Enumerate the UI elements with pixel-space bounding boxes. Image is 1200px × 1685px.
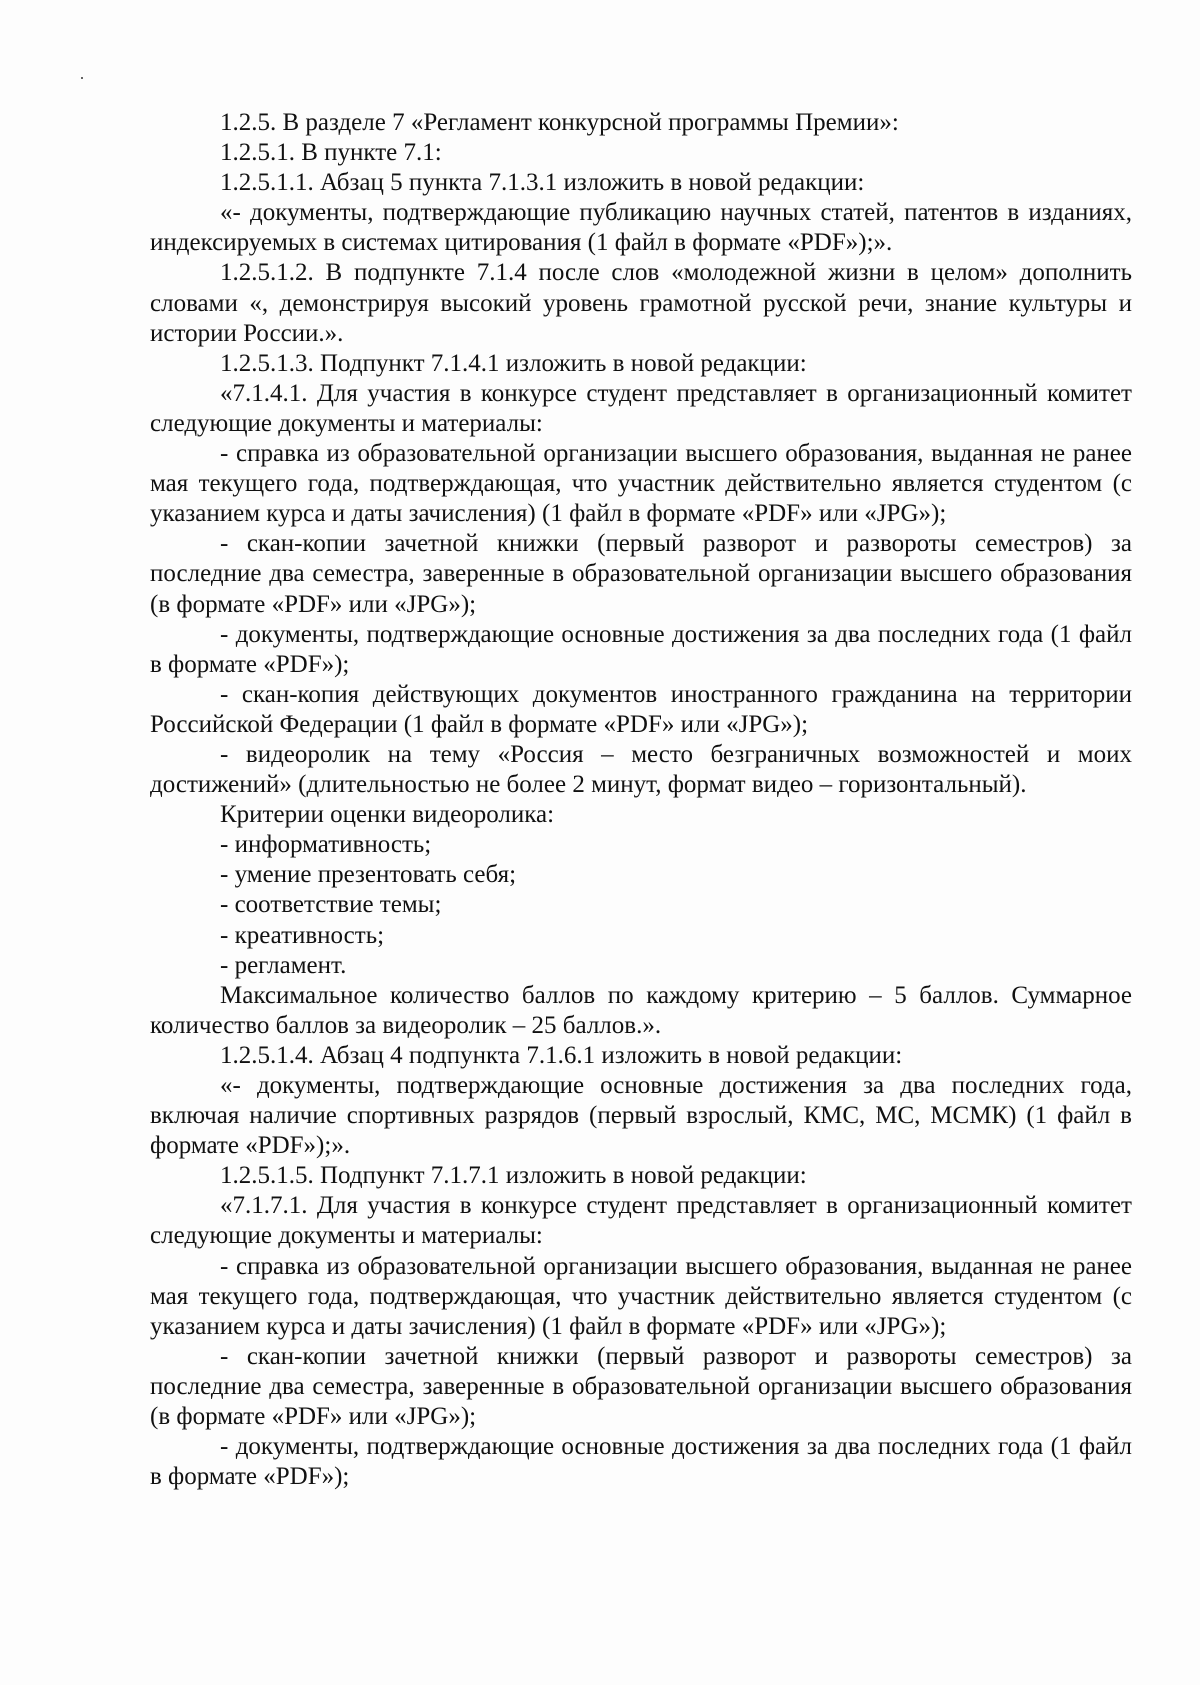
paragraph-quote-publications: «- документы, подтверждающие публикацию научных статей, патентов в изданиях, индексируемых в системах цитирования (1 файл в формате «PDF»);».: [150, 199, 1132, 257]
paragraph-max-points: Максимальное количество баллов по каждому критерию – 5 баллов. Суммарное количество баллов за видеоролик – 25 баллов.».: [150, 981, 1132, 1039]
document-body: [150, 108, 1132, 1492]
paragraph-1-2-5-1: 1.2.5.1. В пункте 7.1:: [220, 139, 442, 167]
paragraph-1-2-5-1-5: 1.2.5.1.5. Подпункт 7.1.7.1 изложить в новой редакции:: [220, 1162, 807, 1190]
criteria-item: - креативность;: [220, 921, 385, 949]
list-item-certificate-2: - справка из образовательной организации высшего образования, выданная не ранее мая текущего года, подтверждающая, что участник действительно является студентом (с указанием курса и даты зачисления) (1 файл в формате «PDF» или «JPG»);: [150, 1252, 1132, 1340]
criteria-item: - умение презентовать себя;: [220, 861, 517, 889]
paragraph-1-2-5-1-3: 1.2.5.1.3. Подпункт 7.1.4.1 изложить в новой редакции:: [220, 349, 807, 377]
criteria-heading: Критерии оценки видеоролика:: [220, 801, 555, 829]
criteria-item: - информативность;: [220, 831, 432, 859]
list-item-video: - видеоролик на тему «Россия – место безграничных возможностей и моих достижений» (длительностью не более 2 минут, формат видео – горизонтальный).: [150, 740, 1132, 799]
paragraph-1-2-5-1-2: 1.2.5.1.2. В подпункте 7.1.4 после слов «молодежной жизни в целом» дополнить словами «, демонстрируя высокий уровень грамотной русской речи, знание культуры и истории России.».: [150, 259, 1132, 347]
paragraph-7-1-7-1: «7.1.7.1. Для участия в конкурсе студент представляет в организационный комитет следующие документы и материалы:: [150, 1192, 1132, 1250]
paragraph-1-2-5-1-1: 1.2.5.1.1. Абзац 5 пункта 7.1.3.1 изложить в новой редакции:: [220, 169, 865, 197]
paragraph-quote-sport-achievements: «- документы, подтверждающие основные достижения за два последних года, включая наличие спортивных разрядов (первый взрослый, КМС, МС, МСМК) (1 файл в формате «PDF»);».: [150, 1072, 1132, 1160]
scan-speck: [81, 77, 83, 79]
criteria-item: - регламент.: [220, 951, 347, 979]
paragraph-7-1-4-1: «7.1.4.1. Для участия в конкурсе студент представляет в организационный комитет следующие документы и материалы:: [150, 379, 1132, 437]
list-item-achievements: - документы, подтверждающие основные достижения за два последних года (1 файл в формате «PDF»);: [150, 620, 1132, 678]
paragraph-1-2-5: 1.2.5. В разделе 7 «Регламент конкурсной программы Премии»:: [220, 109, 899, 136]
list-item-record-book-2: - скан-копии зачетной книжки (первый разворот и развороты семестров) за последние два семестра, заверенные в образовательной организации высшего образования (в формате «PDF» или «JPG»);: [150, 1342, 1132, 1431]
list-item-achievements-2: - документы, подтверждающие основные достижения за два последних года (1 файл в формате «PDF»);: [150, 1433, 1132, 1491]
list-item-foreign-documents: - скан-копия действующих документов иностранного гражданина на территории Российской Федерации (1 файл в формате «PDF» или «JPG»);: [150, 680, 1132, 738]
criteria-item: - соответствие темы;: [220, 891, 442, 919]
list-item-record-book: - скан-копии зачетной книжки (первый разворот и развороты семестров) за последние два семестра, заверенные в образовательной организации высшего образования (в формате «PDF» или «JPG»);: [150, 530, 1132, 618]
list-item-certificate: - справка из образовательной организации высшего образования, выданная не ранее мая текущего года, подтверждающая, что участник действительно является студентом (с указанием курса и даты зачисления) (1 файл в формате «PDF» или «JPG»);: [150, 440, 1132, 528]
paragraph-1-2-5-1-4: 1.2.5.1.4. Абзац 4 подпункта 7.1.6.1 изложить в новой редакции:: [220, 1041, 903, 1069]
